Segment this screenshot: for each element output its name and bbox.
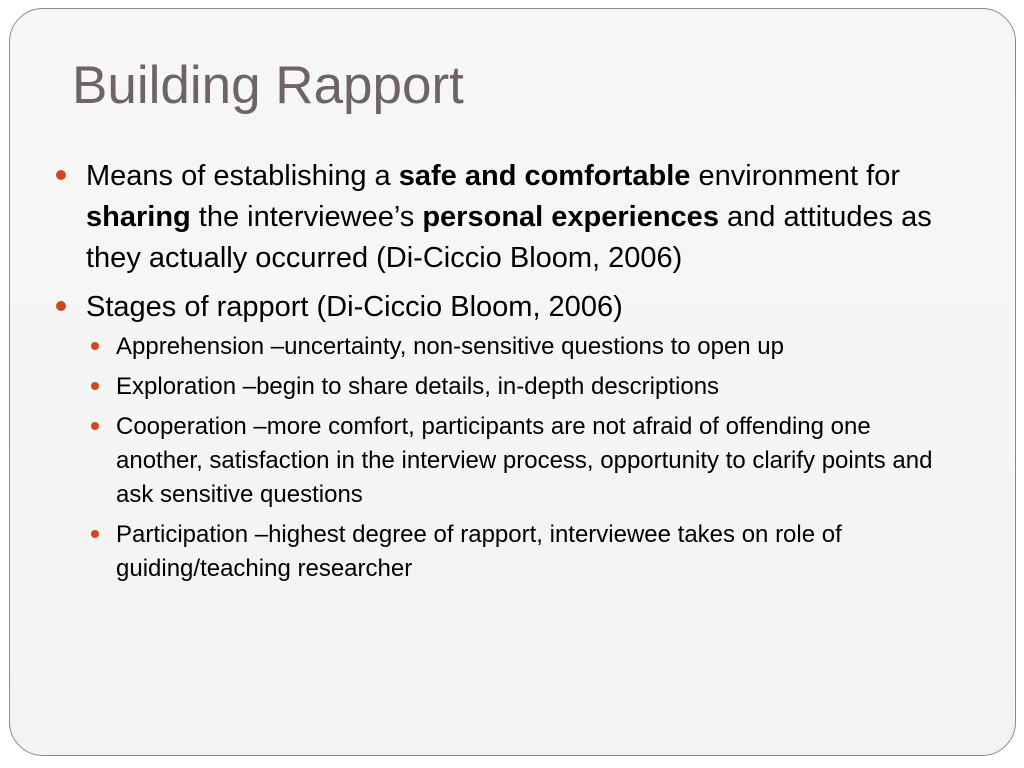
point-text: environment for <box>690 160 900 192</box>
bullet-dot-icon <box>91 422 99 430</box>
bullet-dot-icon <box>91 342 99 350</box>
emphasis-personal-experiences: personal experiences <box>422 201 719 233</box>
point-text: the interviewee’s <box>190 201 423 233</box>
stages-list <box>54 330 959 586</box>
point-text: Stages of rapport (Di-Ciccio Bloom, 2006) <box>86 291 623 323</box>
stage-apprehension <box>54 330 959 364</box>
slide-title: Building Rapport <box>72 56 464 115</box>
stage-text: Apprehension –uncertainty, non-sensitive questions to open up <box>116 333 785 360</box>
stage-exploration <box>54 370 959 404</box>
bullet-dot-icon <box>56 170 66 180</box>
bullet-point-rapport-definition <box>54 156 959 279</box>
stage-text: Participation –highest degree of rapport, interviewee takes on role of guiding/teaching researcher <box>116 521 842 582</box>
bullet-point-stages <box>54 287 959 328</box>
bullet-dot-icon <box>91 382 99 390</box>
slide-frame <box>9 8 1016 756</box>
bullet-dot-icon <box>56 301 66 311</box>
stage-text: Exploration –begin to share details, in-depth descriptions <box>116 373 720 400</box>
bullet-dot-icon <box>91 530 99 538</box>
emphasis-safe-comfortable: safe and comfortable <box>398 160 691 192</box>
stage-participation <box>54 518 959 586</box>
stage-text: Cooperation –more comfort, participants are not afraid of offending one another, satisfaction in the interview process, opportunity to clarify points and ask sensitive questions <box>116 413 933 508</box>
point-text: Means of establishing a <box>86 160 399 192</box>
emphasis-sharing: sharing <box>86 201 191 233</box>
point-text: and attitudes as they actually occurred (Di-Ciccio Bloom, 2006) <box>86 201 932 274</box>
stage-cooperation <box>54 410 959 512</box>
slide-body <box>54 156 959 592</box>
